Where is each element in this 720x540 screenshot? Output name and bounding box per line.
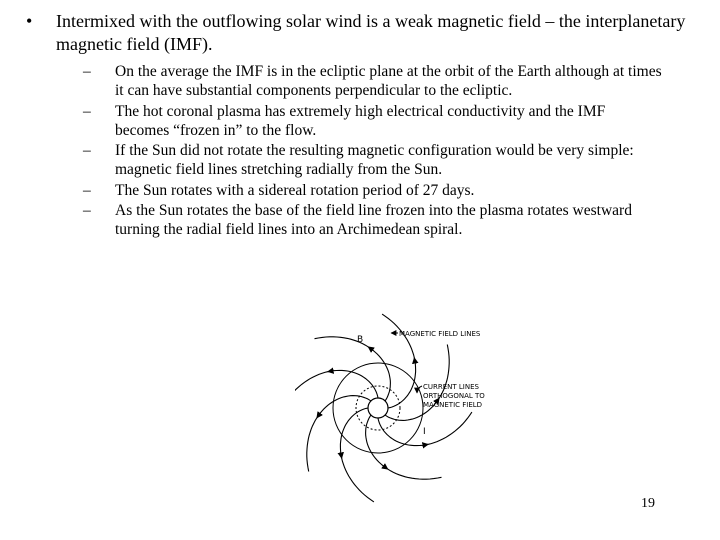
field-line bbox=[307, 396, 371, 472]
sub-bullet-1 bbox=[83, 62, 663, 101]
archimedean-spiral-diagram bbox=[295, 305, 530, 515]
current-line-circle bbox=[356, 386, 400, 430]
current-lines-label-1: CURRENT LINES bbox=[423, 383, 479, 391]
field-line bbox=[382, 314, 416, 408]
field-line bbox=[315, 337, 391, 401]
main-bullet bbox=[26, 10, 696, 56]
bullet-dot: • bbox=[26, 11, 33, 31]
current-lines bbox=[333, 363, 423, 453]
sub-bullet-text: If the Sun did not rotate the resulting magnetic configuration would be very simple: magnetic field lines stretching radially from the Sun. bbox=[115, 142, 634, 179]
dash: – bbox=[83, 63, 91, 80]
field-line bbox=[366, 415, 442, 479]
dash: – bbox=[83, 102, 91, 120]
current-lines-label-2: ORTHOGONAL TO bbox=[423, 392, 485, 400]
sub-bullet-text: The hot coronal plasma has extremely high electrical conductivity and the IMF becomes “frozen in” to the flow. bbox=[115, 102, 606, 139]
field-line-arrow bbox=[341, 452, 342, 458]
dash: – bbox=[83, 181, 91, 199]
label-i: I bbox=[423, 427, 426, 437]
field-line-arrow bbox=[368, 347, 373, 350]
field-line-arrow bbox=[422, 444, 428, 445]
sub-bullet-3 bbox=[83, 141, 663, 180]
sun bbox=[368, 398, 388, 418]
label-b: B bbox=[357, 335, 364, 345]
dash: – bbox=[83, 142, 91, 160]
dash: – bbox=[83, 202, 91, 220]
sub-bullet-list bbox=[83, 62, 663, 241]
field-lines-label: MAGNETIC FIELD LINES bbox=[399, 330, 481, 338]
field-line bbox=[295, 370, 378, 404]
field-line-arrow bbox=[317, 413, 320, 418]
sub-bullet-5 bbox=[83, 201, 663, 240]
sub-bullet-text: On the average the IMF is in the ecliptic plane at the orbit of the Earth although at times it can have substantial components perpendicular to the ecliptic. bbox=[115, 63, 662, 100]
page-number: 19 bbox=[641, 496, 655, 511]
current-lines-label-3: MAGNETIC FIELD bbox=[423, 401, 483, 409]
field-line-arrow bbox=[383, 466, 388, 469]
sub-bullet-text: The Sun rotates with a sidereal rotation period of 27 days. bbox=[115, 181, 475, 199]
current-line-circle bbox=[333, 363, 423, 453]
field-line-arrow bbox=[414, 358, 415, 364]
main-bullet-text: Intermixed with the outflowing solar wind is a weak magnetic field – the interplanetary magnetic field (IMF). bbox=[56, 11, 686, 54]
sub-bullet-text: As the Sun rotates the base of the field line frozen into the plasma rotates westward turning the radial field lines into an Archimedean spiral. bbox=[115, 202, 632, 239]
sub-bullet-2 bbox=[83, 102, 663, 141]
field-line-arrow bbox=[328, 371, 334, 372]
sub-bullet-4 bbox=[83, 181, 663, 200]
field-line bbox=[340, 408, 374, 502]
